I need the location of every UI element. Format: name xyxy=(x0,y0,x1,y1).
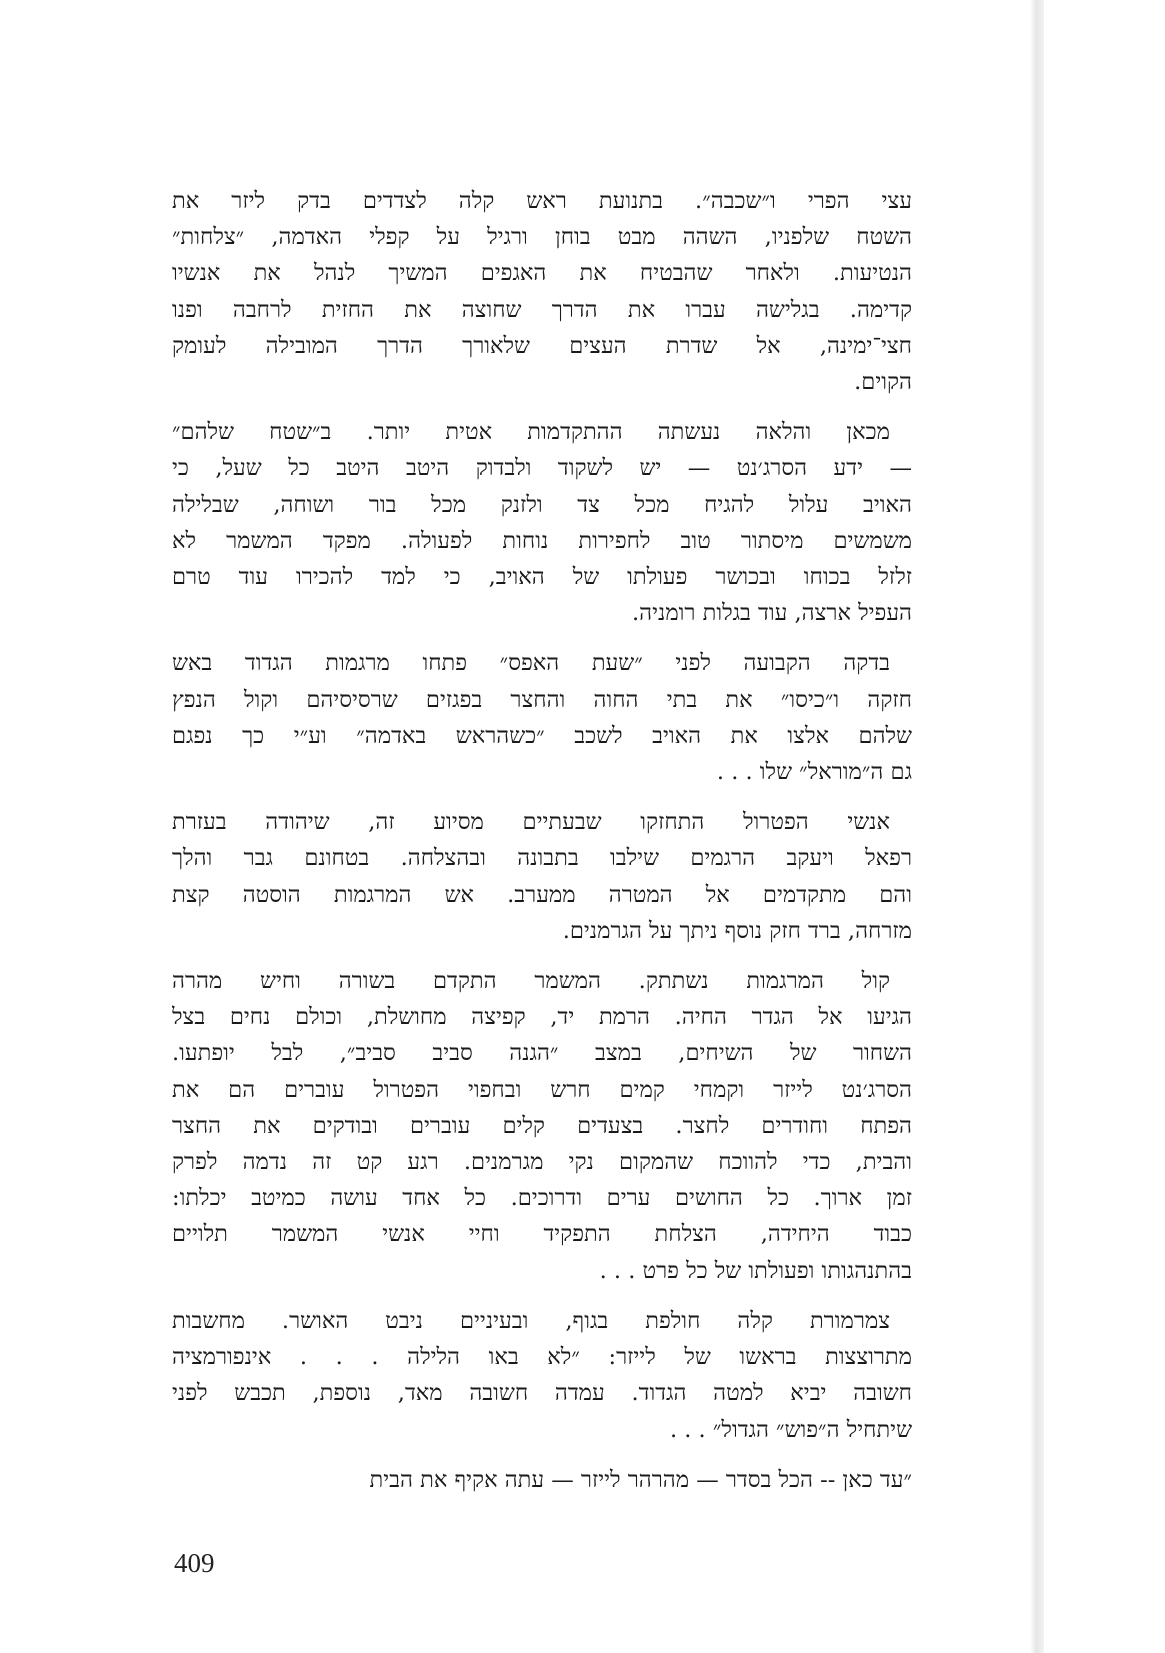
text-line: הפתח וחודרים לחצר. בצעדים קלים עוברים ובודקים את החצר xyxy=(172,1112,912,1139)
paragraph xyxy=(172,804,912,949)
text-line: משמשים מיסתור טוב לחפירות נוחות לפעולה. מפקד המשמר לא xyxy=(172,527,912,554)
paragraph xyxy=(172,414,912,631)
text-line: זלזל בכוחו ובכושר פעולתו של האויב, כי למד להכירו עוד טרם xyxy=(172,564,912,591)
text-line: הגיעו אל הגדר החיה. הרמת יד, קפיצה מחושלת, וכולם נחים בצל xyxy=(172,1004,912,1031)
text-line: קול המרגמות נשתתק. המשמר התקדם בשורה וחיש מהרה xyxy=(172,968,890,995)
text-line: עצי הפרי ו״שכבה״. בתנועת ראש קלה לצדדים בדק ליזר את xyxy=(172,188,912,214)
text-line: רפאל ויעקב הרגמים שילבו בתבונה ובהצלחה. בטחונם גבר והלך xyxy=(172,845,912,872)
text-line: שיתחיל ה״פוש״ הגדול״ . . . xyxy=(669,1416,912,1443)
paragraph xyxy=(172,1303,912,1448)
text-line: והבית, כדי להווכח שהמקום נקי מגרמנים. רגע קט זה נדמה לפרק xyxy=(172,1149,912,1176)
text-line: כבוד היחידה, הצלחת התפקיד וחיי אנשי המשמר תלויים xyxy=(172,1221,912,1248)
text-line: מזרחה, ברד חזק נוסף ניתך על הגרמנים. xyxy=(562,917,912,944)
text-line: העפיל ארצה, עוד בגלות רומניה. xyxy=(632,600,912,627)
paragraph xyxy=(172,1462,912,1498)
paragraph xyxy=(172,645,912,790)
text-line: שלהם אלצו את האויב לשכב ״כשהראש באדמה״ וע״י כך נפגם xyxy=(172,722,912,749)
paragraph xyxy=(172,183,912,400)
text-line: חצי־ימינה, אל שדרת העצים שלאורך הדרך המובילה לעומק xyxy=(172,332,912,359)
text-line: מתרוצצות בראשו של לייזר: ״לא באו הלילה . . . אינפורמציה xyxy=(172,1344,912,1371)
text-line: גם ה״מוראל״ שלו . . . xyxy=(716,759,912,786)
text-line: צמרמורת קלה חולפת בגוף, ובעיניים ניבט האושר. מחשבות xyxy=(172,1307,890,1334)
text-line: קדימה. בגלישה עברו את הדרך שחוצה את החזית לרחבה ופנו xyxy=(172,296,912,323)
text-line: הנטיעות. ולאחר שהבטיח את האגפים המשיך לנהל את אנשיו xyxy=(172,260,912,287)
text-line: אנשי הפטרול התחזקו שבעתיים מסיוע זה, שיהודה בעזרת xyxy=(172,809,890,836)
text-line: מכאן והלאה נעשתה ההתקדמות אטית יותר. ב״שטח שלהם״ xyxy=(172,419,890,446)
body-text xyxy=(172,183,912,1512)
text-line: בדקה הקבועה לפני ״שעת האפס״ פתחו מרגמות הגדוד באש xyxy=(172,650,890,677)
text-line: — ידע הסרג׳נט — יש לשקוד ולבדוק היטב היטב כל שעל, כי xyxy=(172,455,912,482)
page-number: 409 xyxy=(174,1548,215,1578)
text-line: זמן ארוך. כל החושים ערים ודרוכים. כל אחד עושה כמיטב יכלתו: xyxy=(172,1185,912,1212)
text-line: השטח שלפניו, השהה מבט בוחן ורגיל על קפלי האדמה, ״צלחות״ xyxy=(172,224,912,251)
text-line: ״עד כאן -- הכל בסדר — מהרהר לייזר — עתה אקיף את הבית xyxy=(369,1466,912,1493)
text-line: והם מתקדמים אל המטרה ממערב. אש המרגמות הוסטה קצת xyxy=(172,881,912,908)
text-line: הקוים. xyxy=(854,369,912,396)
text-line: חזקה ו״כיסו״ את בתי החוה והחצר בפגזים שרסיסיהם וקול הנפץ xyxy=(172,686,912,713)
text-line: בהתנהגותו ופעולתו של כל פרט . . . xyxy=(599,1257,912,1284)
paragraph xyxy=(172,963,912,1289)
page-edge-shadow xyxy=(1030,0,1044,1653)
text-line: הסרג׳נט לייזר וקמחי קמים חרש ובחפוי הפטרול עוברים הם את xyxy=(172,1076,912,1103)
text-line: השחור של השיחים, במצב ״הגנה סביב סביב״, לבל יופתעו. xyxy=(172,1040,912,1067)
text-line: האויב עלול להגיח מכל צד ולזנק מכל בור ושוחה, שבלילה xyxy=(172,491,912,518)
text-line: חשובה יביא למטה הגדוד. עמדה חשובה מאד, נוספת, תכבש לפני xyxy=(172,1380,912,1407)
